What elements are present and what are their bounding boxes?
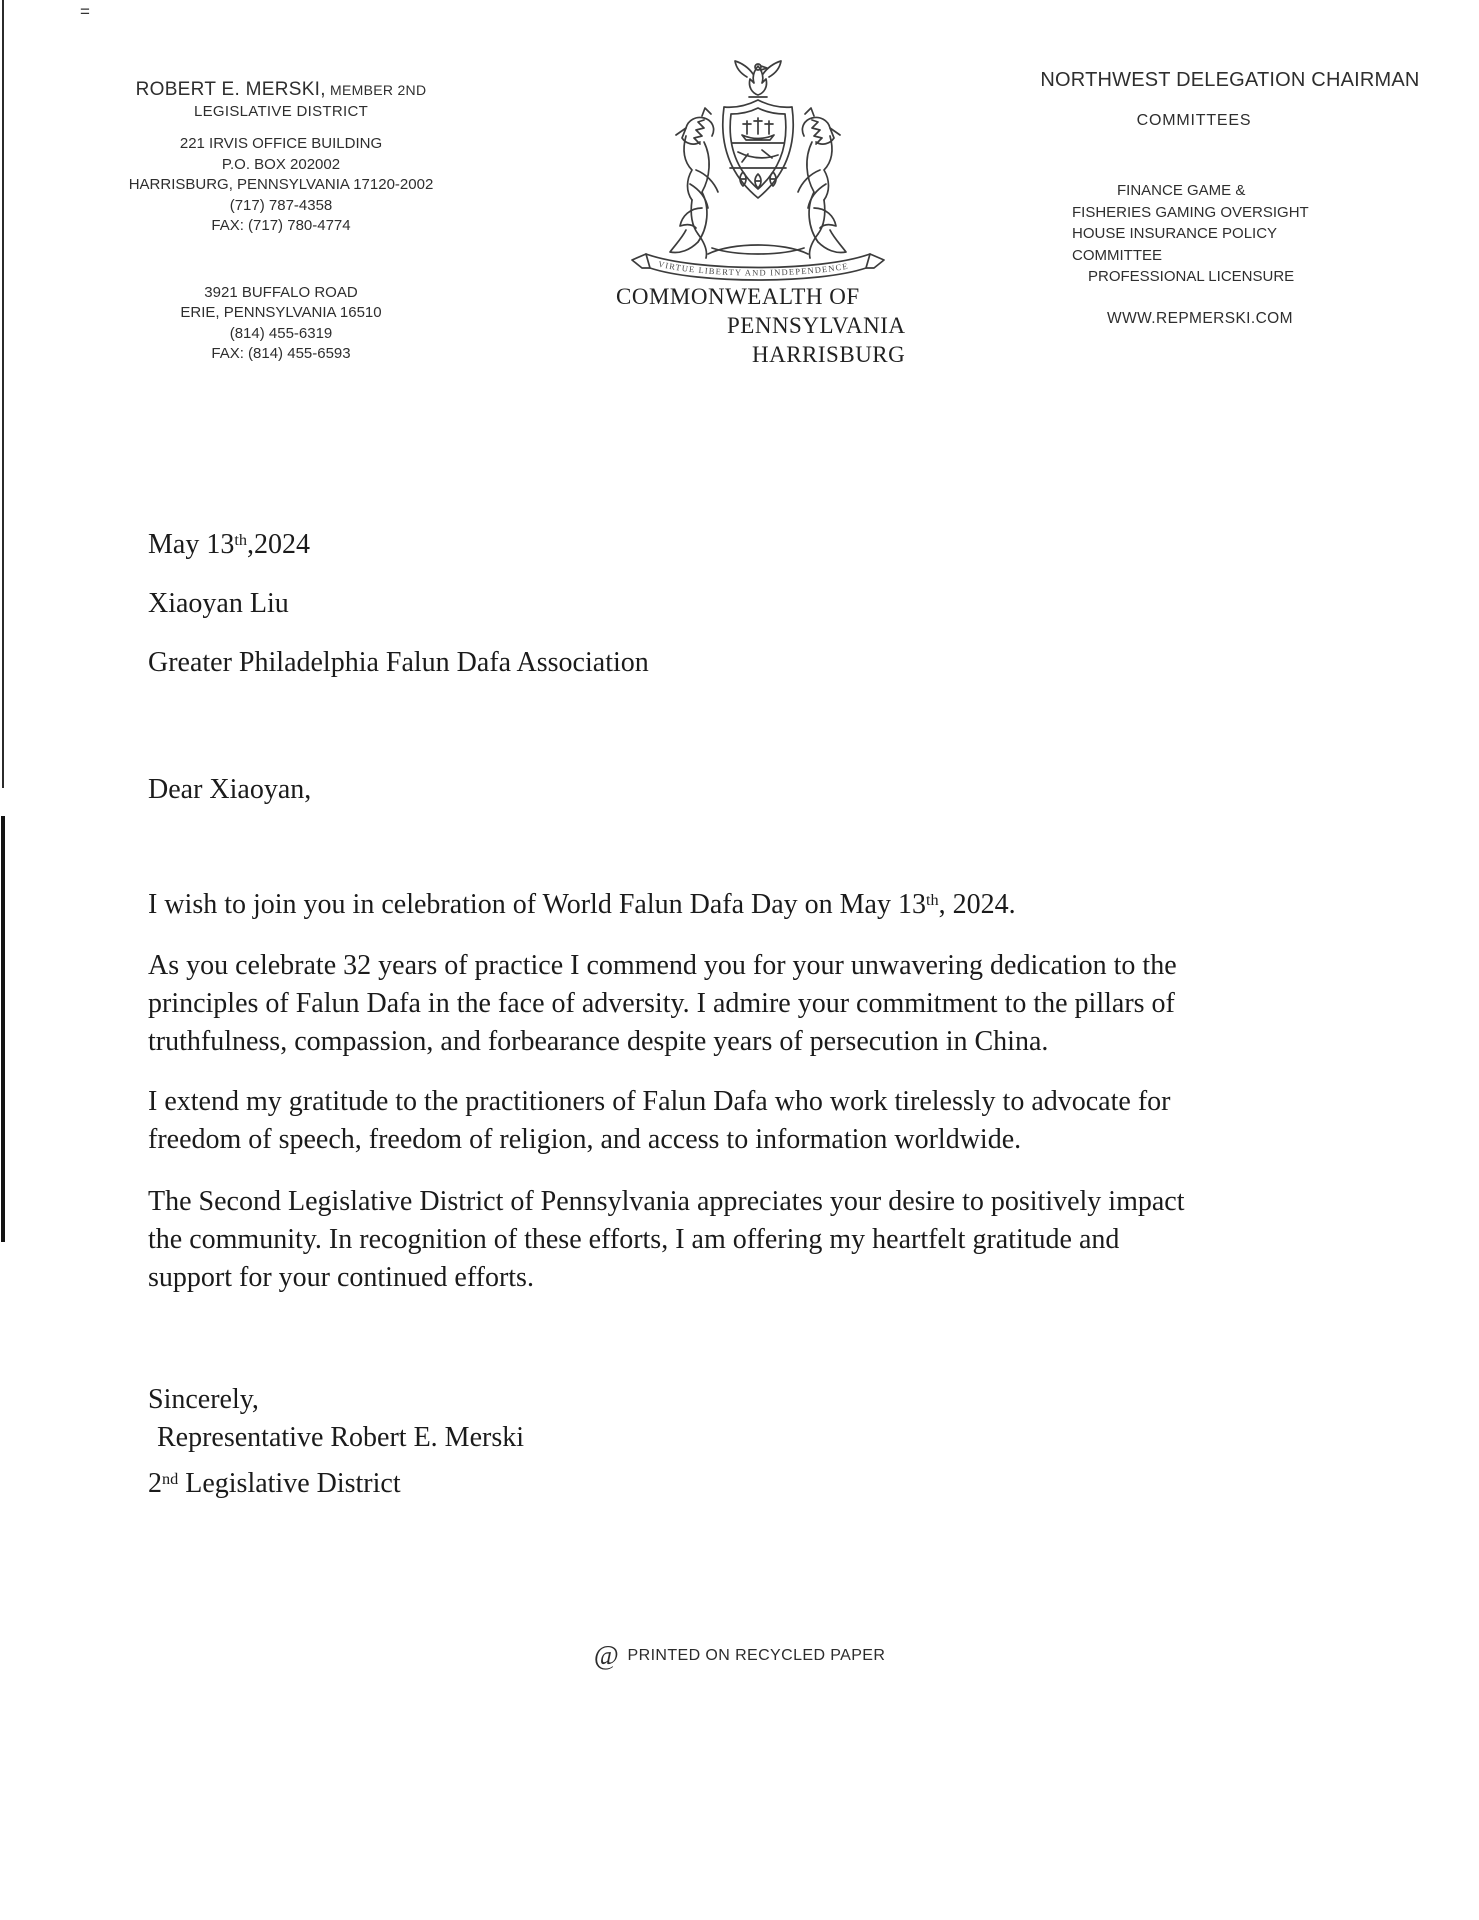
stalk-right [712,248,804,254]
phone-line: (717) 787-4358 [229,196,333,214]
committee-item: HOUSE INSURANCE POLICY [1072,225,1278,242]
district-number: 2 [148,1468,162,1499]
shield-icon [723,100,794,198]
recycled-paper-icon: @ [593,1640,619,1670]
date-ordinal: th [234,530,247,549]
committees-heading: COMMITTEES [1136,112,1252,129]
date-line [148,526,310,564]
district-ordinal: nd [162,1469,179,1488]
committee-list [1072,180,1309,288]
harrisburg-line: HARRISBURG [752,342,906,367]
paragraph-line: truthfulness, compassion, and forbearance despite years of persecution in China. [148,1026,1049,1057]
pennsylvania-coat-of-arms-icon [612,58,904,290]
representative-name: ROBERT E. MERSKI, [135,79,326,100]
date-suffix: ,2024 [246,529,310,560]
paragraph-1 [148,886,1016,924]
paragraph-line: support for your continued efforts. [148,1262,534,1293]
fax-line: FAX: (717) 780-4774 [211,217,351,234]
paragraph-line: I extend my gratitude to the practitioners of Falun Dafa who work tirelessly to advocate for [148,1086,1171,1117]
harrisburg-office-address [75,134,487,237]
scan-artifact-thin-line [2,0,4,788]
paragraph-line: As you celebrate 32 years of practice I commend you for your unwavering dedication to the [148,950,1177,981]
phone-line: (814) 455-6319 [229,324,333,342]
paragraph-1-text: I wish to join you in celebration of World Falun Dafa Day on May 13 [148,889,926,920]
date-prefix: May 13 [148,529,235,560]
commonwealth-line: COMMONWEALTH OF [616,284,860,309]
scan-artifact-corner-mark: = [80,2,90,21]
paragraph-1-suffix: , 2024. [938,889,1016,920]
address-line: 3921 BUFFALO ROAD [204,283,358,301]
crest-motto: VIRTUE LIBERTY AND INDEPENDENCE [657,258,850,278]
district-line [148,1465,401,1503]
address-line: P.O. BOX 202002 [221,155,341,173]
committee-item: COMMITTEE [1072,246,1162,264]
paragraph-line: principles of Falun Dafa in the face of adversity. I admire your commitment to the pillars of [148,988,1175,1019]
district-suffix: Legislative District [178,1468,401,1499]
eagle-icon [735,61,781,97]
paragraph-line: The Second Legislative District of Pennsylvania appreciates your desire to positively impact [148,1186,1185,1217]
fax-line: FAX: (814) 455-6593 [211,345,351,362]
committee-item: PROFESSIONAL LICENSURE [1088,268,1295,285]
paragraph-1-ordinal: th [925,890,939,909]
address-line: HARRISBURG, PENNSYLVANIA 17120-2002 [128,176,434,193]
motto-ribbon [632,254,884,280]
chairman-title: NORTHWEST DELEGATION CHAIRMAN [1040,69,1420,91]
representative-name-line [75,78,487,102]
stalk-left [708,245,808,254]
address-line: ERIE, PENNSYLVANIA 16510 [180,304,382,321]
paragraph-line: the community. In recognition of these efforts, I am offering my heartfelt gratitude and [148,1224,1120,1255]
salutation: Dear Xiaoyan, [148,774,312,805]
committee-item: FINANCE GAME & [1117,182,1246,199]
paragraph-2 [148,947,1177,1061]
footer [0,1642,1479,1669]
closing: Sincerely, [148,1384,259,1415]
recipient-name: Xiaoyan Liu [148,588,289,619]
legislative-district-label: LEGISLATIVE DISTRICT [193,103,369,120]
letterhead-left [75,78,487,365]
address-line: 221 IRVIS OFFICE BUILDING [179,135,383,152]
committee-item: FISHERIES GAMING OVERSIGHT [1072,203,1309,221]
signature-name: Representative Robert E. Merski [157,1422,525,1453]
erie-office-address [75,283,487,365]
pennsylvania-line: PENNSYLVANIA [727,313,906,338]
member-label: MEMBER 2ND [325,82,427,98]
scan-artifact-thick-line [1,816,5,1242]
horse-icon [670,108,718,258]
recipient-organization: Greater Philadelphia Falun Dafa Association [148,647,649,678]
paragraph-line: freedom of speech, freedom of religion, and access to information worldwide. [148,1124,1022,1155]
paragraph-3 [148,1083,1170,1159]
paragraph-4 [148,1183,1185,1297]
footer-text: PRINTED ON RECYCLED PAPER [627,1646,886,1664]
website-url: WWW.REPMERSKI.COM [1107,310,1293,327]
